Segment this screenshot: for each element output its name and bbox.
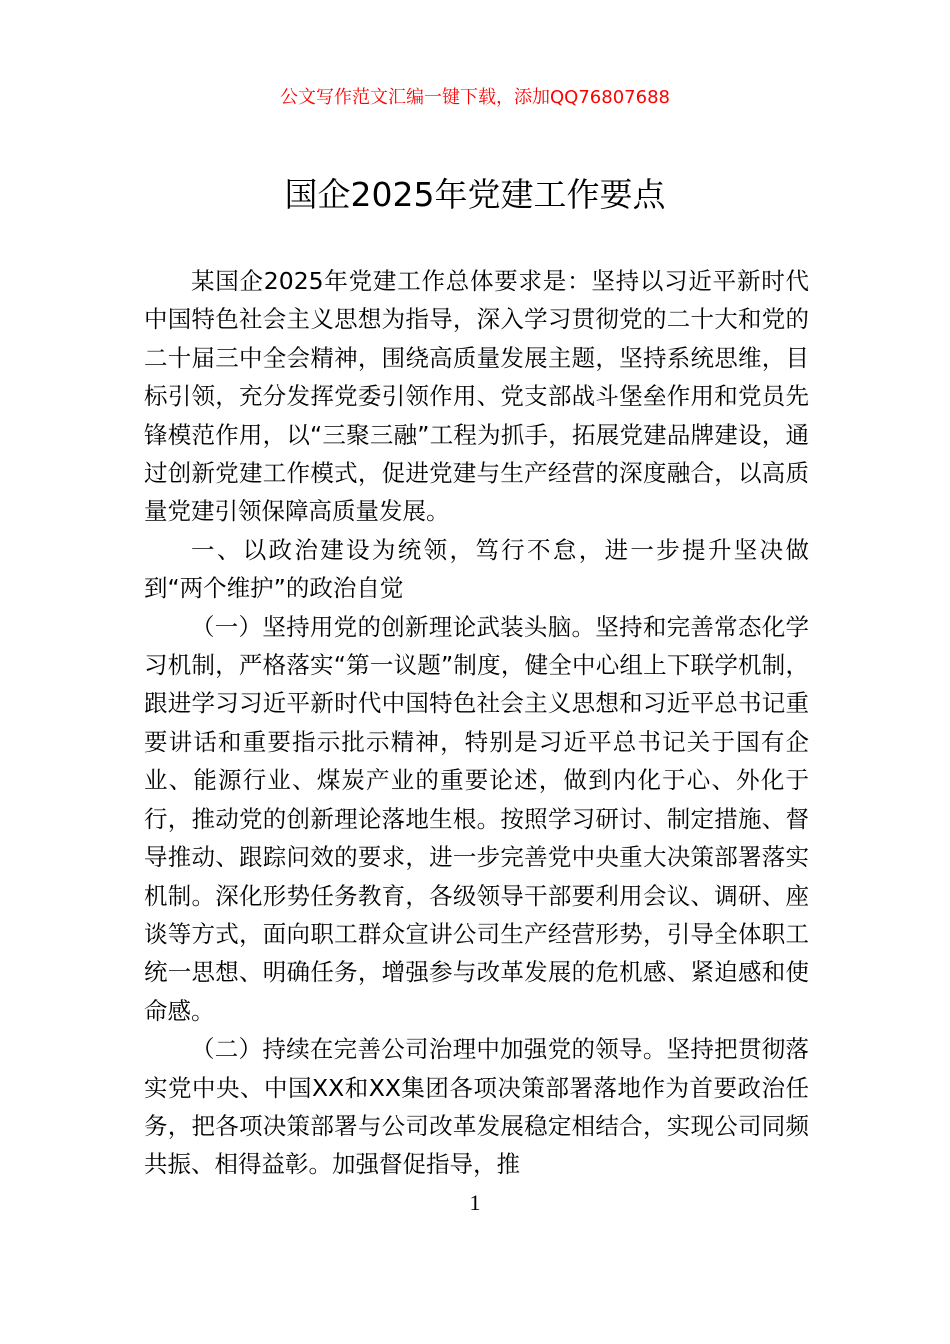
page-number: 1 [469,1190,481,1215]
header-note: 公文写作范文汇编一键下载，添加QQ76807688 [280,87,670,108]
section-heading-1: 一、以政治建设为统领，笃行不怠，进一步提升坚决做到“两个维护”的政治自觉 [144,535,809,603]
subsection-paragraph-1: （一）坚持用党的创新理论武装头脑。坚持和完善常态化学习机制，严格落实“第一议题”制度，健全中心组上下联学机制，跟进学习习近平新时代中国特色社会主义思想和习近平总书记重要讲话和重要指示批示精神，特别是习近平总书记关于国有企业、能源行业、煤炭产业的重要论述，做到内化于心、外化于行，推动党的创新理论落地生根。按照学习研讨、制定措施、督导推动、跟踪问效的要求，进一步完善党中央重大决策部署落实机制。深化形势任务教育，各级领导干部要利用会议、调研、座谈等方式，面向职工群众宣讲公司生产经营形势，引导全体职工统一思想、明确任务，增强参与改革发展的危机感、紧迫感和使命感。 [144,612,809,1025]
document-body [144,262,809,1184]
intro-paragraph: 某国企2025年党建工作总体要求是：坚持以习近平新时代中国特色社会主义思想为指导，深入学习贯彻党的二十大和党的二十届三中全会精神，围绕高质量发展主题，坚持系统思维，目标引领，充分发挥党委引领作用、党支部战斗堡垒作用和党员先锋模范作用，以“三聚三融”工程为抓手，拓展党建品牌建设，通过创新党建工作模式，促进党建与生产经营的深度融合，以高质量党建引领保障高质量发展。 [144,267,809,526]
document-title: 国企2025年党建工作要点 [284,175,666,214]
subsection-paragraph-2: （二）持续在完善公司治理中加强党的领导。坚持把贯彻落实党中央、中国XX和XX集团各项决策部署落地作为首要政治任务，把各项决策部署与公司改革发展稳定相结合，实现公司同频共振、相得益彰。加强督促指导，推 [144,1035,809,1179]
